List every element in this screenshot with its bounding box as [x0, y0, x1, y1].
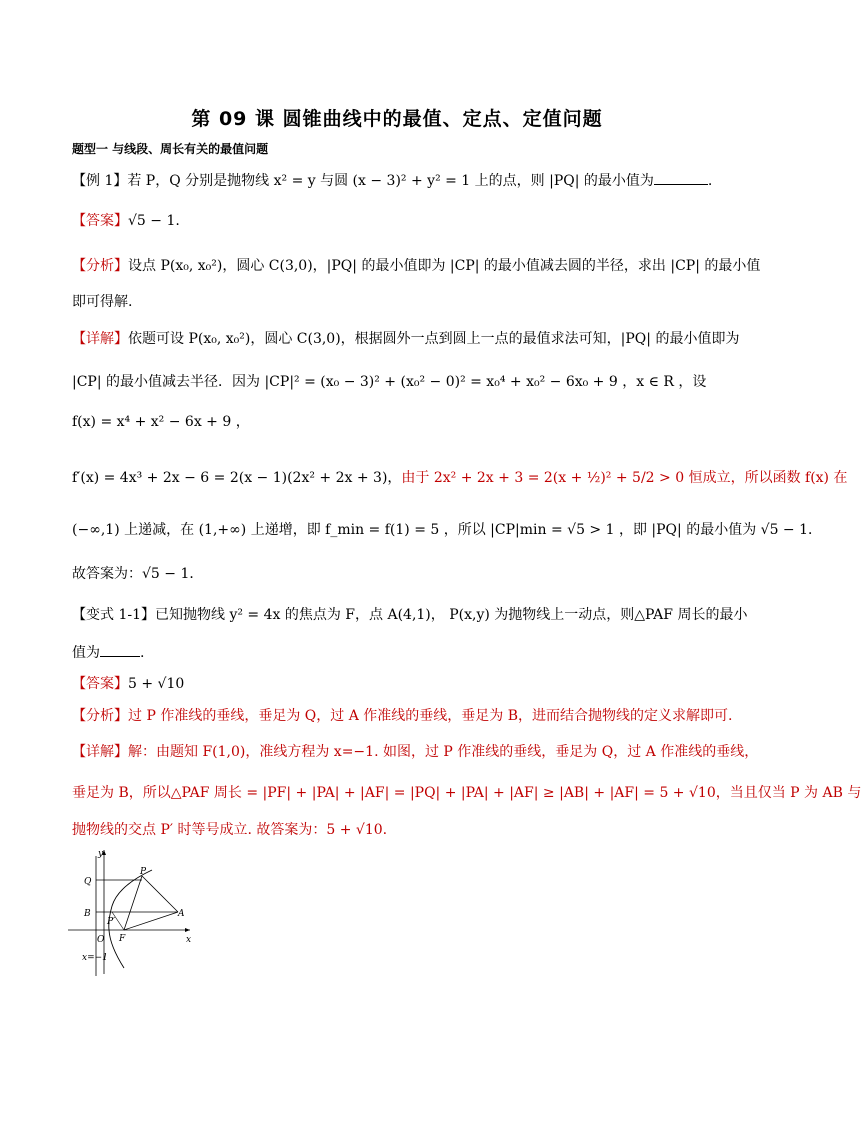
detail-text: 依题可设 P(x₀, x₀²)，圆心 C(3,0)，根据圆外一点到圆上一点的最值求法可知，|PQ| 的最小值即为: [128, 331, 740, 347]
example1-detail-line4: [72, 468, 847, 488]
variant1-question-line1: [72, 605, 747, 625]
segment-PA: [142, 876, 178, 912]
label-x: x: [186, 935, 192, 945]
variant1-detail-line2: 垂足为 B，所以△PAF 周长 = |PF| + |PA| + |AF| = |PQ| + |PA| + |AF| ≥ |AB| + |AF| = 5 + √10，当且仅当 P 为 AB 与: [72, 785, 861, 801]
x-axis-arrow: [185, 928, 190, 932]
label-F: F: [119, 934, 126, 944]
label-Q: Q: [84, 877, 92, 887]
variant1-question-line2: 值为 .: [72, 642, 144, 663]
section-heading: 题型一 与线段、周长有关的最值问题: [72, 142, 269, 156]
analysis-text: 设点 P(x₀, x₀²)，圆心 C(3,0)，|PQ| 的最小值即为 |CP| 的最小值减去圆的半径，求出 |CP| 的最小值: [128, 258, 761, 274]
analysis-text: 过 P 作准线的垂线，垂足为 Q，过 A 作准线的垂线，垂足为 B，进而结合抛物线的定义求解即可.: [128, 708, 733, 724]
parabola-figure: [62, 846, 202, 978]
derivative-reason: 由于 2x² + 2x + 3 = 2(x + ½)² + 5/2 > 0 恒成立，所以函数 f(x) 在: [401, 470, 848, 486]
variant1-question-cont: 值为: [72, 645, 100, 661]
label-A: A: [178, 909, 185, 919]
answer-value: √5 − 1.: [128, 213, 180, 229]
variant1-answer: [72, 674, 184, 694]
page-title: 第 09 课 圆锥曲线中的最值、定点、定值问题: [191, 108, 603, 130]
example1-analysis-line2: 即可得解.: [72, 294, 133, 310]
parabola-curve: [109, 870, 152, 968]
example1-tag: 【例 1】: [72, 173, 128, 189]
example1-question: 【例 1】若 P，Q 分别是抛物线 x² = y 与圆 (x − 3)² + y² = 1 上的点，则 |PQ| 的最小值为 .: [72, 170, 712, 191]
example1-detail-line2: |CP| 的最小值减去半径．因为 |CP|² = (x₀ − 3)² + (x₀² − 0)² = x₀⁴ + x₀² − 6x₀ + 9 ，x ∈ R ，设: [72, 374, 707, 390]
example1-detail-line3: f(x) = x⁴ + x² − 6x + 9 ，: [72, 414, 250, 430]
variant1-detail-line3: 抛物线的交点 P′ 时等号成立. 故答案为：5 + √10.: [72, 822, 388, 838]
example1-analysis-line1: [72, 256, 760, 276]
detail-tag: 【详解】: [72, 331, 128, 347]
derivative-text: f′(x) = 4x³ + 2x − 6 = 2(x − 1)(2x² + 2x + 3)，: [72, 470, 402, 486]
answer-value: 5 + √10: [128, 676, 185, 692]
example1-detail-line1: [72, 329, 739, 349]
example1-answer: [72, 211, 180, 231]
detail-text: 解：由题知 F(1,0)，准线方程为 x=−1. 如图，过 P 作准线的垂线，垂足为 Q，过 A 作准线的垂线，: [128, 744, 759, 760]
analysis-tag: 【分析】: [72, 258, 128, 274]
answer-tag: 【答案】: [72, 676, 128, 692]
segment-PF: [124, 876, 142, 930]
label-O: O: [97, 935, 105, 945]
analysis-tag: 【分析】: [72, 708, 128, 724]
label-P: P: [140, 867, 147, 877]
answer-blank: [100, 642, 140, 657]
example1-detail-line5: (−∞,1) 上递减，在 (1,+∞) 上递增，即 f_min = f(1) = 5 ，所以 |CP|min = √5 > 1 ，即 |PQ| 的最小值为 √5 − 1．: [72, 522, 823, 538]
label-B: B: [84, 909, 91, 919]
detail-tag: 【详解】: [72, 744, 128, 760]
example1-question-text: 若 P，Q 分别是抛物线 x² = y 与圆 (x − 3)² + y² = 1 上的点，则 |PQ| 的最小值为: [127, 173, 654, 189]
answer-blank: [654, 170, 708, 185]
variant1-analysis: [72, 706, 732, 726]
variant1-tag: 【变式 1-1】: [72, 607, 155, 623]
label-directrix: x=−1: [82, 953, 108, 963]
label-y: y: [98, 849, 104, 859]
variant1-question-text: 已知抛物线 y² = 4x 的焦点为 F，点 A(4,1)， P(x,y) 为抛物线上一动点，则△PAF 周长的最小: [155, 607, 748, 623]
label-P-prime: P′: [107, 917, 116, 927]
variant1-detail-line1: [72, 742, 758, 762]
answer-tag: 【答案】: [72, 213, 128, 229]
segment-AF: [124, 912, 178, 930]
example1-final: 故答案为：√5 − 1．: [72, 566, 204, 582]
